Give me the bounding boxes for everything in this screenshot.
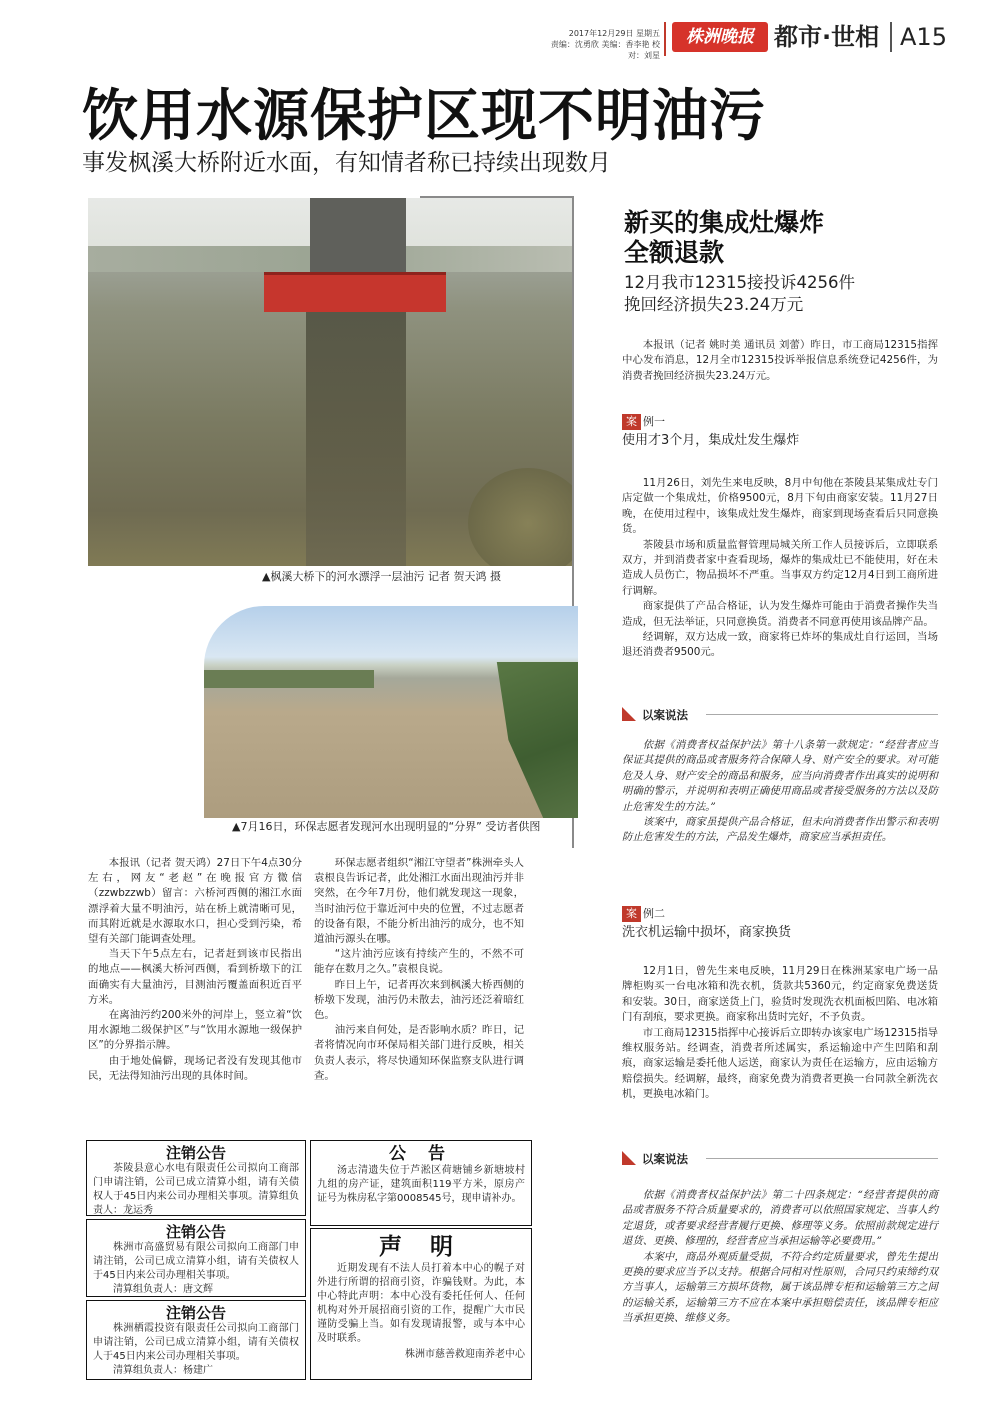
notice-title: 公 告 (389, 1144, 453, 1164)
article-paragraph: 该案中，商家虽提供产品合格证，但未向消费者作出警示和表明防止危害发生的方法，产品发生爆炸，商家应当承担责任。 (622, 816, 938, 844)
main-subhead: 事发枫溪大桥附近水面，有知情者称已持续出现数月 (82, 150, 611, 176)
article-paragraph: 经调解，双方达成一致，商家将已炸坏的集成灶自行运回，当场退还消费者9500元。 (622, 631, 938, 659)
article-paragraph: 11月26日，刘先生来电反映，8月中旬他在茶陵县某集成灶专门店定做一个集成灶，价格9500元，8月下旬由商家安装。11月27日晚，在使用过程中，该集成灶发生爆炸，商家到现场查看后只同意换货。 (622, 477, 938, 536)
photo-far-bank (204, 670, 374, 688)
article-paragraph: 市工商局12315指挥中心接诉后立即转办该家电广场12315指导维权服务站。经调查，消费者所述属实，系运输途中产生凹陷和刮痕，商家运输是委托他人运送，商家认为责任在运输方，应由运输方赔偿损失。经调解，最终，商家免费为消费者更换一台同款全新洗衣机，更换电冰箱门。 (622, 1026, 938, 1101)
case-tag-badge: 案 (622, 414, 641, 430)
review-label: 以案说法 (642, 1152, 688, 1166)
public-notice (310, 1140, 532, 1226)
case-2-title: 洗衣机运输中损坏，商家换货 (622, 925, 792, 940)
statement-notice (310, 1228, 532, 1380)
notice-body: 株洲市高盛贸易有限公司拟向工商部门申请注销，公司已成立清算小组，请有关债权人于45日内来公司办理相关事项。 (93, 1242, 299, 1281)
case-2-tag (622, 906, 665, 922)
section-divider (890, 22, 892, 52)
notice-title: 注销公告 (165, 1304, 226, 1322)
arrow-icon (622, 1151, 636, 1165)
notice-signature: 株洲市慈善救迎南养老中心 (405, 1349, 525, 1360)
case-1-body (622, 476, 938, 661)
case-tag-label: 例二 (643, 907, 665, 920)
side-headline: 新买的集成灶爆炸 全额退款 (624, 208, 825, 267)
notice-signature: 清算组负责人：杨建广 (113, 1365, 213, 1376)
article-paragraph: 昨日上午，记者再次来到枫溪大桥西侧的桥墩下发现，油污仍未散去，油污还泛着暗红色。 (314, 978, 524, 1022)
notice-signature: 清算组负责人：唐文辉 (113, 1284, 213, 1295)
article-paragraph: 本报讯（记者 贺天鸿）27日下午4点30分左右，网友“老赵”在晚报官方微信（zzwbzzwb）留言：六桥河西侧的湘江水面漂浮着大量不明油污，站在桥上就清晰可见，而其附近就是水源取水口，担心受到污染，希望有关部门能调查处理。 (88, 857, 302, 946)
article-paragraph: 由于地处偏僻，现场记者没有发现其他市民，无法得知油污出现的具体时间。 (88, 1054, 302, 1082)
water-reflection (306, 312, 406, 566)
page-number: A15 (900, 23, 947, 51)
river-boundary-photo (204, 606, 578, 818)
notice-body: 汤志清遗失位于芦淞区荷塘铺乡新塘坡村九组的房产证，建筑面积119平方米，原房产证号为株房私字第0008545号，现申请补办。 (317, 1165, 525, 1204)
review-1-heading (622, 706, 822, 724)
case-2-body (622, 964, 938, 1103)
case-tag-badge: 案 (622, 906, 641, 922)
notice-title: 注销公告 (165, 1144, 226, 1162)
article-column-a (88, 856, 302, 1084)
review-1-rule (706, 714, 938, 715)
article-paragraph: 当天下午5点左右，记者赶到该市民指出的地点——枫溪大桥河西侧，看到桥墩下的江面确实有大量油污，目测油污覆盖面积近百平方米。 (88, 948, 302, 1006)
photo2-caption: ▲7月16日，环保志愿者发现河水出现明显的“分界” 受访者供图 (232, 820, 541, 833)
review-1-body (622, 738, 938, 846)
arrow-icon (622, 707, 636, 721)
review-2-body (622, 1188, 938, 1327)
article-paragraph: 环保志愿者组织“湘江守望者”株洲牵头人袁根良告诉记者，此处湘江水面出现油污并非突然，在今年7月份，他们就发现这一现象，当时油污位于靠近河中央的位置，不过志愿者的设备有限，不能分析出油污的成分，也不知道油污源头在哪。 (314, 857, 524, 946)
article-paragraph: 商家提供了产品合格证，认为发生爆炸可能由于消费者操作失当造成，但无法举证，只同意换货。消费者不同意再使用该品牌产品。 (622, 600, 938, 628)
review-label: 以案说法 (642, 708, 688, 722)
notice-body: 株洲栖霞投资有限责任公司拟向工商部门申请注销，公司已成立清算小组，请有关债权人于45日内来公司办理相关事项。 (93, 1323, 299, 1362)
notice-title: 声 明 (378, 1234, 463, 1260)
article-paragraph: 本报讯（记者 姚时美 通讯员 刘蕾）昨日，市工商局12315指挥中心发布消息，12月全市12315投诉举报信息系统登记4256件，为消费者挽回经济损失23.24万元。 (622, 339, 938, 382)
red-barge (264, 272, 446, 312)
newspaper-logo: 株洲晚报 (672, 22, 768, 52)
masthead-meta (540, 28, 660, 61)
section-name: 都市·世相 (774, 23, 880, 51)
frame-rule-top (420, 196, 574, 198)
article-column-b (314, 856, 524, 1084)
cancellation-notice-3 (86, 1300, 306, 1380)
case-1-title: 使用才3个月，集成灶发生爆炸 (622, 433, 800, 448)
review-2-rule (706, 1158, 938, 1159)
cancellation-notice-1 (86, 1140, 306, 1216)
editor-line: 责编：沈勇欣 美编：香李艳 校对：刘星 (550, 40, 660, 60)
photo-green-bank (462, 662, 578, 818)
article-paragraph: 本案中，商品外观质量受损，不符合约定质量要求，曾先生提出更换的要求应当予以支持。根据合同相对性原则，合同只约束缔约双方当事人，运输第三方损坏货物，属于该品牌专柜和运输第三方之间的运输关系，运输第三方不应在本案中承担赔偿责任，该品牌专柜应当承担更换、维修义务。 (622, 1250, 938, 1325)
masthead-divider (664, 22, 666, 56)
article-paragraph: 茶陵县市场和质量监督管理局城关所工作人员接诉后，立即联系双方，并到消费者家中查看现场，爆炸的集成灶已不能使用，好在未造成人员伤亡，物品损坏不严重。当事双方约定12月4日到工商所进行调解。 (622, 538, 938, 597)
case-tag-label: 例一 (643, 415, 665, 428)
review-2-heading (622, 1150, 822, 1168)
oil-patch (468, 468, 572, 566)
article-paragraph: 依据《消费者权益保护法》第二十四条规定：“经营者提供的商品或者服务不符合质量要求的，消费者可以依照国家规定、当事人约定退货，或者要求经营者履行更换、修理等义务。依照前款规定进行退货、更换、修理的，经营者应当承担运输等必要费用。” (622, 1189, 938, 1248)
main-headline: 饮用水源保护区现不明油污 (82, 84, 766, 149)
notice-title: 注销公告 (165, 1223, 226, 1241)
article-paragraph: 油污来自何处，是否影响水质？昨日，记者将情况向市环保局相关部门进行反映，相关负责人表示，将尽快通知环保监察支队进行调查。 (314, 1024, 524, 1082)
oil-slick-photo (88, 198, 572, 566)
article-paragraph: 12月1日，曾先生来电反映，11月29日在株洲某家电广场一品牌柜购买一台电冰箱和洗衣机，货款共5360元，约定商家免费送货和安装。30日，商家送货上门，验货时发现洗衣机面板凹陷、电冰箱门有刮痕，要求更换。商家称出货时完好，不予负责。 (622, 965, 938, 1024)
notice-body: 近期发现有不法人员打着本中心的幌子对外进行所谓的招商引资，诈骗钱财。为此，本中心特此声明：本中心没有委托任何人、任何机构对外开展招商引资的工作，提醒广大市民谨防受骗上当。如有发现请报警，或与本中心及时联系。 (317, 1263, 525, 1344)
bridge-pier (310, 198, 406, 276)
side-subhead: 12月我市12315接投诉4256件 挽回经济损失23.24万元 (624, 273, 855, 314)
cancellation-notice-2 (86, 1219, 306, 1297)
case-1-tag (622, 414, 665, 430)
side-intro (622, 338, 938, 384)
photo1-caption: ▲枫溪大桥下的河水漂浮一层油污 记者 贺天鸿 摄 (262, 570, 501, 583)
notice-body: 茶陵县意心水电有限责任公司拟向工商部门申请注销，公司已成立清算小组，请有关债权人于45日内来公司办理相关事项。清算组负责人：龙运秀 (93, 1163, 299, 1216)
article-paragraph: 依据《消费者权益保护法》第十八条第一款规定：“经营者应当保证其提供的商品或者服务符合保障人身、财产安全的要求。对可能危及人身、财产安全的商品和服务，应当向消费者作出真实的说明和明确的警示，并说明和表明正确使用商品或者接受服务的方法以及防止危害发生的方法。” (622, 739, 938, 813)
article-paragraph: 在离油污约200米外的河岸上，竖立着“饮用水源地二级保护区”与“饮用水源地一级保护区”的分界指示牌。 (88, 1009, 302, 1052)
date-line: 2017年12月29日 星期五 (568, 29, 660, 38)
article-paragraph: “这片油污应该有持续产生的，不然不可能存在数月之久。”袁根良说。 (314, 948, 524, 976)
